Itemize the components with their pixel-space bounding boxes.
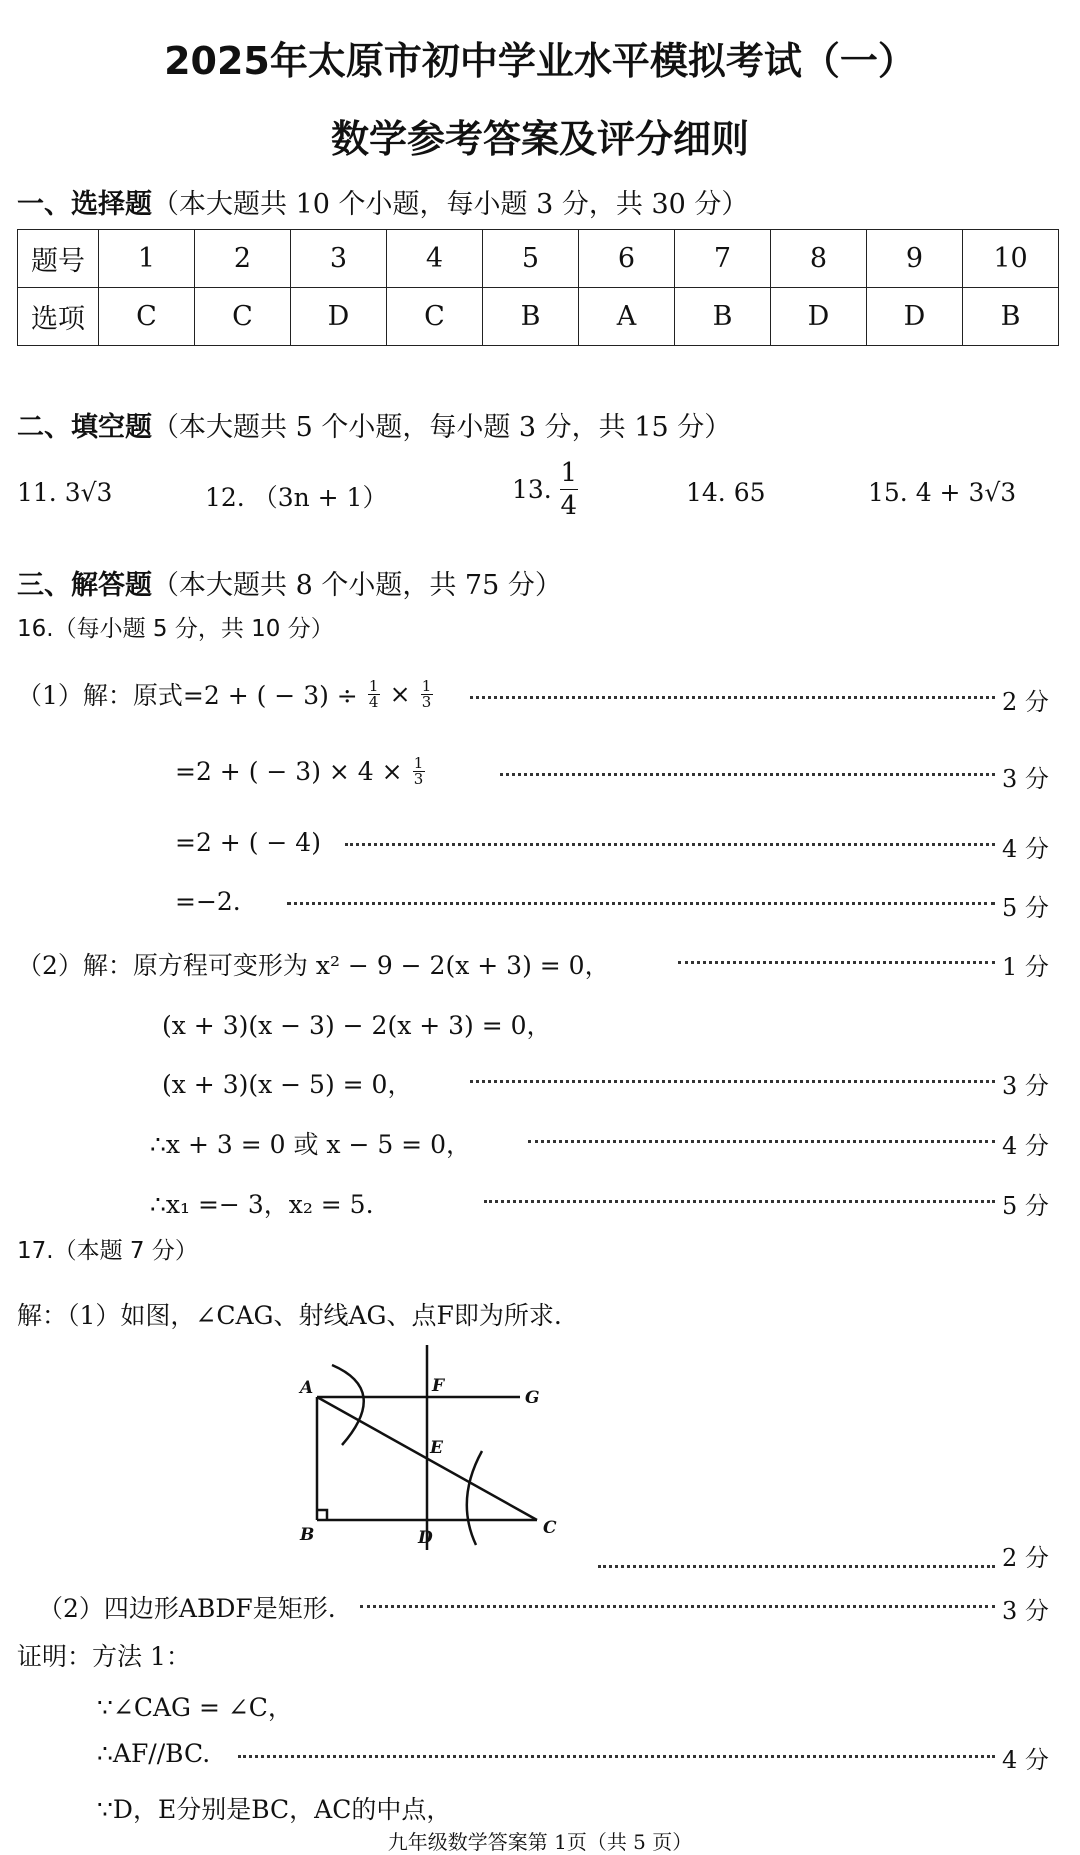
score-label: 3 分: [1002, 765, 1049, 793]
table-cell: 2: [195, 230, 291, 288]
section-2-heading: 二、填空题（本大题共 5 个小题，每小题 3 分，共 15 分）: [17, 412, 732, 443]
score-leader: [678, 961, 995, 964]
answer-table: [17, 229, 1059, 346]
q16-1-line4: =−2.: [175, 887, 241, 916]
table-cell: C: [387, 288, 483, 346]
q17-proof-step-1: ∵∠CAG = ∠C，: [97, 1693, 293, 1722]
table-cell: 5: [483, 230, 579, 288]
section-2-note: （本大题共 5 个小题，每小题 3 分，共 15 分）: [152, 412, 732, 443]
score-label: 4 分: [1002, 835, 1049, 863]
q17-proof-heading: 证明：方法 1：: [17, 1642, 191, 1671]
table-cell: B: [483, 288, 579, 346]
score-leader: [528, 1140, 995, 1143]
score-label: 1 分: [1002, 953, 1049, 981]
table-cell: B: [963, 288, 1059, 346]
table-cell: 3: [291, 230, 387, 288]
score-label: 4 分: [1002, 1746, 1049, 1774]
table-cell: 1: [99, 230, 195, 288]
score-leader: [287, 902, 995, 905]
table-cell: 7: [675, 230, 771, 288]
table-cell: C: [195, 288, 291, 346]
score-label: 3 分: [1002, 1597, 1049, 1625]
page-subtitle: 数学参考答案及评分细则: [330, 117, 749, 161]
score-label: 4 分: [1002, 1132, 1049, 1160]
table-cell: A: [579, 288, 675, 346]
label-C: C: [543, 1518, 557, 1538]
question-16-heading: 16.（每小题 5 分，共 10 分）: [17, 616, 334, 642]
q17-proof-step-2: ∴AF//BC.: [97, 1739, 211, 1768]
score-leader: [500, 773, 995, 776]
table-cell: D: [771, 288, 867, 346]
score-leader: [360, 1605, 995, 1608]
label-B: B: [300, 1525, 315, 1545]
score-label: 5 分: [1002, 1192, 1049, 1220]
q16-2-line5: ∴x₁ =− 3，x₂ = 5.: [150, 1190, 374, 1219]
answer-14: 14. 65: [686, 478, 766, 507]
table-header-cell: 选项: [18, 288, 99, 346]
score-leader: [470, 696, 995, 699]
q16-2-line4: ∴x + 3 = 0 或 x − 5 = 0，: [150, 1130, 471, 1159]
score-label: 2 分: [1002, 1544, 1049, 1572]
section-3-note: （本大题共 8 个小题，共 75 分）: [152, 570, 562, 601]
score-leader: [484, 1200, 995, 1203]
score-leader: [470, 1080, 995, 1083]
score-label: 5 分: [1002, 894, 1049, 922]
score-leader: [345, 843, 995, 846]
score-leader: [598, 1565, 995, 1568]
table-cell: B: [675, 288, 771, 346]
geometry-figure: [280, 1335, 570, 1560]
label-A: A: [300, 1378, 314, 1398]
score-label: 2 分: [1002, 688, 1049, 716]
table-row-answers: [18, 288, 1059, 346]
label-G: G: [525, 1388, 540, 1408]
q16-1-line1: （1）解：原式=2 + ( − 3) ÷ $\frac{1}{4}$ × $\frac{1}{3}$: [17, 676, 432, 711]
q16-2-line3: (x + 3)(x − 5) = 0，: [162, 1070, 413, 1099]
score-leader: [238, 1755, 995, 1758]
q16-1-line2: =2 + ( − 3) × 4 × $\frac{1}{3}$: [175, 754, 424, 788]
q16-2-line2: (x + 3)(x − 3) − 2(x + 3) = 0，: [162, 1011, 552, 1040]
table-cell: 10: [963, 230, 1059, 288]
section-3-heading: 三、解答题（本大题共 8 个小题，共 75 分）: [17, 570, 562, 601]
score-label: 3 分: [1002, 1072, 1049, 1100]
table-cell: 8: [771, 230, 867, 288]
table-cell: D: [291, 288, 387, 346]
q16-2-line1: （2）解：原方程可变形为 x² − 9 − 2(x + 3) = 0，: [17, 951, 610, 980]
q17-1-line: 解：（1）如图，∠CAG、射线AG、点F即为所求.: [17, 1301, 562, 1330]
page-footer: 九年级数学答案第 1页（共 5 页）: [387, 1830, 693, 1854]
page-title: 2025年太原市初中学业水平模拟考试（一）: [164, 39, 916, 83]
answer-11: 11. 3√3: [17, 478, 113, 507]
label-E: E: [430, 1438, 443, 1458]
table-row-numbers: [18, 230, 1059, 288]
answer-12: 12. （3n + 1）: [205, 483, 388, 512]
section-1-note: （本大题共 10 个小题，每小题 3 分，共 30 分）: [152, 189, 749, 220]
question-17-heading: 17.（本题 7 分）: [17, 1238, 198, 1264]
answer-15: 15. 4 + 3√3: [868, 478, 1017, 507]
section-1-heading: 一、选择题（本大题共 10 个小题，每小题 3 分，共 30 分）: [17, 189, 749, 220]
table-cell: 6: [579, 230, 675, 288]
table-cell: 9: [867, 230, 963, 288]
table-cell: D: [867, 288, 963, 346]
answer-13: 13. $\frac{1}{4}$: [512, 458, 577, 521]
q17-proof-step-3: ∵D，E分别是BC，AC的中点，: [97, 1795, 452, 1824]
label-D: D: [418, 1528, 433, 1548]
q16-1-line3: =2 + ( − 4): [175, 828, 321, 857]
table-cell: 4: [387, 230, 483, 288]
table-cell: C: [99, 288, 195, 346]
q17-2-line: （2）四边形ABDF是矩形.: [38, 1594, 336, 1623]
table-header-cell: 题号: [18, 230, 99, 288]
label-F: F: [432, 1376, 445, 1396]
